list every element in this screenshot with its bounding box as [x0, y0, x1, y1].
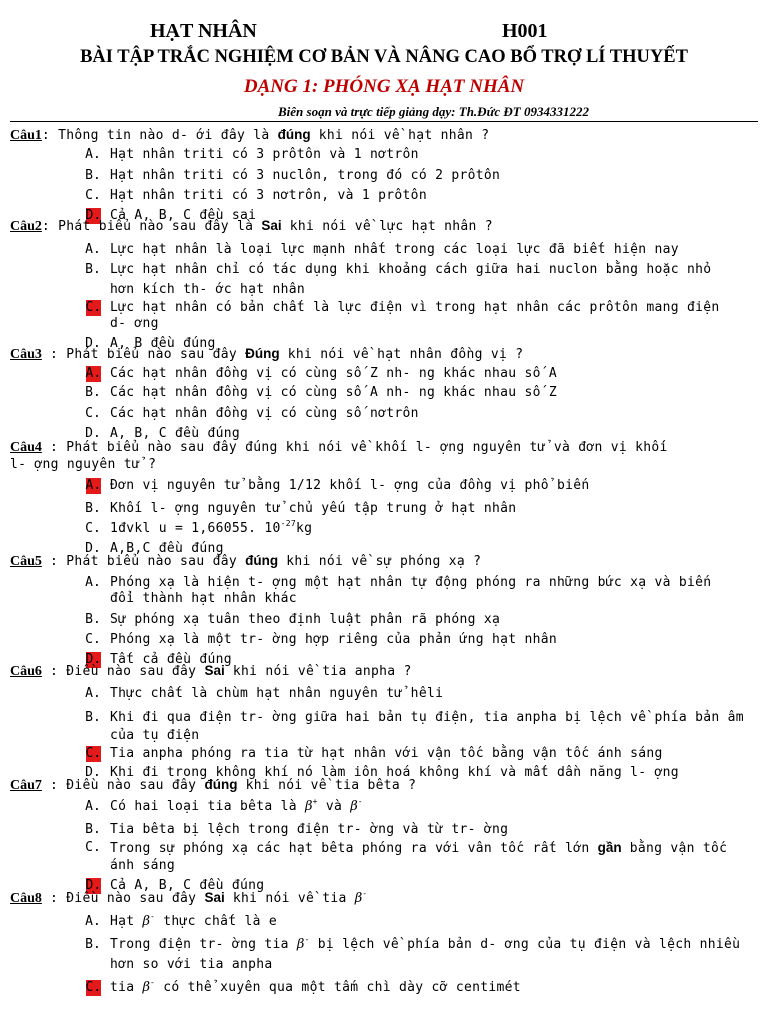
beta-symbol: β — [354, 891, 363, 906]
question-text: khi nói về tia — [224, 891, 355, 906]
answer-option-letter[interactable] — [84, 575, 102, 591]
option-text-part: Hạt — [110, 914, 143, 929]
option-letter: B. — [85, 612, 101, 627]
question-keyword: đúng — [277, 127, 311, 142]
option-text-part: kg — [296, 521, 313, 536]
superscript: - — [150, 912, 156, 921]
option-letter: A. — [85, 147, 101, 162]
question-text: : Phát biểu nào sau đây đúng khi nói về khối l- ợng nguyên tử và đơn vị khối — [41, 440, 668, 455]
answer-option-marked[interactable] — [84, 478, 102, 494]
topic-title: HẠT NHÂN — [150, 20, 257, 42]
answer-option-letter[interactable] — [84, 147, 102, 163]
option-text-part: Trong điện tr- ờng tia — [110, 937, 297, 952]
question-text: : Phát biểu nào sau đây — [41, 347, 246, 362]
superscript: + — [312, 797, 318, 806]
option-text-part: Đơn vị nguyên tử bằng 1/12 khối l- ợng của đồng vị phổ biến — [110, 478, 590, 493]
option-text-part: Lực hạt nhân là loại lực mạnh nhất trong các loại lực đã biết hiện nay — [110, 242, 679, 257]
answer-option-letter[interactable] — [84, 612, 102, 628]
option-text-continued — [110, 957, 273, 973]
option-text-part: Các hạt nhân đồng vị có cùng số Z nh- ng khác nhau số A — [110, 366, 557, 381]
question-number: Câu5 — [10, 554, 42, 569]
question-text: : Điều nào sau đây — [41, 891, 205, 906]
option-text — [110, 980, 521, 996]
option-text-part: Thực chất là chùm hạt nhân nguyên tử hêli — [110, 686, 444, 701]
option-text-continued — [110, 591, 297, 607]
option-letter: D. — [85, 208, 102, 223]
option-text — [110, 262, 711, 278]
question-stem — [10, 440, 668, 456]
question-text: : Phát biểu nào sau đây là — [41, 219, 262, 234]
answer-option-letter[interactable] — [84, 521, 102, 537]
answer-option-letter[interactable] — [84, 188, 102, 204]
option-letter: C. — [85, 406, 101, 421]
option-letter: D. — [85, 426, 101, 441]
question-text: khi nói về sự phóng xạ ? — [278, 554, 482, 569]
option-text-continued — [110, 316, 159, 332]
question-text: l- ợng nguyên tử ? — [10, 457, 157, 472]
option-letter: B. — [85, 501, 101, 516]
question-stem-continued — [10, 457, 156, 473]
question-number: Câu6 — [10, 664, 42, 679]
document-subtitle: BÀI TẬP TRẮC NGHIỆM CƠ BẢN VÀ NÂNG CAO BỔ TRỢ LÍ THUYẾT — [80, 47, 688, 67]
option-text-part: Lực hạt nhân có bản chất là lực điện vì trong hạt nhân các prôtôn mang điện — [110, 300, 720, 315]
answer-option-letter[interactable] — [84, 168, 102, 184]
option-letter: C. — [85, 746, 102, 761]
option-text-part: Các hạt nhân đồng vị có cùng số A nh- ng khác nhau số Z — [110, 385, 557, 400]
option-text — [110, 366, 557, 382]
question-keyword: Sai — [204, 663, 225, 678]
option-text-part: Lực hạt nhân chỉ có tác dụng khi khoảng cách giữa hai nuclon bằng hoặc nhỏ — [110, 262, 712, 277]
superscript: - — [150, 978, 156, 987]
option-text — [110, 612, 500, 628]
option-text-part: hơn so với tia anpha — [110, 957, 273, 972]
beta-symbol: β — [142, 980, 151, 995]
option-letter: C. — [85, 840, 101, 855]
option-text-part: của tụ điện — [110, 728, 200, 743]
question-text: khi nói về tia bêta ? — [237, 778, 417, 793]
question-text: khi nói về hạt nhân đồng vị ? — [279, 347, 524, 362]
question-number: Câu7 — [10, 778, 42, 793]
option-letter: B. — [85, 822, 101, 837]
option-text — [110, 168, 500, 184]
question-keyword: đúng — [204, 777, 238, 792]
option-text-part: ánh sáng — [110, 858, 176, 873]
option-letter: B. — [85, 385, 101, 400]
option-text-part: A, B đều đúng — [110, 336, 216, 351]
option-letter: D. — [85, 541, 101, 556]
question-text: : Điều nào sau đây — [41, 664, 205, 679]
option-text-part: hơn kích th- ớc hạt nhân — [110, 282, 306, 297]
option-text-part: Các hạt nhân đồng vị có cùng số nơtrôn — [110, 406, 419, 421]
option-letter: A. — [85, 686, 101, 701]
answer-option-letter[interactable] — [84, 914, 102, 930]
option-text-part: Khối l- ợng nguyên tử chủ yếu tập trung ở hạt nhân — [110, 501, 517, 516]
answer-option-letter[interactable] — [84, 385, 102, 401]
option-text-part: và — [317, 799, 351, 814]
question-text: khi nói về lực hạt nhân ? — [281, 219, 493, 234]
answer-option-letter[interactable] — [84, 686, 102, 702]
option-letter: A. — [85, 575, 101, 590]
answer-option-letter[interactable] — [84, 406, 102, 422]
option-text — [110, 746, 663, 762]
option-text — [110, 501, 516, 517]
option-text-part: Tia anpha phóng ra tia từ hạt nhân với vận tốc bằng vận tốc ánh sáng — [110, 746, 663, 761]
answer-option-marked[interactable] — [84, 746, 102, 762]
superscript: - — [362, 889, 368, 898]
option-text-continued — [110, 282, 305, 298]
option-letter: D. — [85, 652, 102, 667]
option-text-part: Tất cả đều đúng — [110, 652, 232, 667]
option-text — [110, 521, 312, 537]
question-stem — [10, 127, 489, 144]
author-line: Biên soạn và trực tiếp giảng dạy: Th.Đức ĐT 0934331222 — [278, 104, 589, 119]
option-letter: A. — [85, 914, 101, 929]
question-text: : Phát biểu nào sau đây — [41, 554, 246, 569]
answer-option-letter[interactable] — [84, 262, 102, 278]
beta-symbol: β — [142, 914, 151, 929]
option-text — [110, 822, 508, 838]
option-text — [110, 575, 711, 591]
question-number: Câu1 — [10, 128, 42, 143]
option-text-part: thực chất là e — [155, 914, 278, 929]
superscript: -27 — [280, 519, 297, 528]
question-number: Câu8 — [10, 891, 42, 906]
option-text-part: 1đvkl u = 1,66055. 10 — [110, 521, 281, 536]
question-keyword: Đúng — [245, 346, 280, 361]
document-code: H001 — [502, 20, 548, 42]
answer-option-letter[interactable] — [84, 799, 102, 815]
option-text — [110, 385, 557, 401]
option-letter: D. — [85, 765, 101, 780]
option-text-part: tia — [110, 980, 143, 995]
beta-symbol: β — [296, 937, 305, 952]
question-stem — [10, 553, 481, 570]
option-text-part: Trong sự phóng xạ các hạt bêta phóng ra với vân tốc rất lớn — [110, 841, 598, 856]
option-text-part: Phóng xạ là một tr- ờng hợp riêng của phản ứng hạt nhân — [110, 632, 557, 647]
option-letter: B. — [85, 168, 101, 183]
option-text-part: Cả A, B, C đều đúng — [110, 878, 265, 893]
option-text — [110, 147, 419, 163]
answer-option-letter[interactable] — [84, 937, 102, 953]
question-keyword: Sai — [261, 218, 282, 233]
question-stem — [10, 346, 523, 363]
option-text-part: d- ơng — [110, 316, 159, 331]
option-text — [110, 710, 744, 726]
option-text-part: Khi đi qua điện tr- ờng giữa hai bản tụ điện, tia anpha bị lệch về phía bản âm — [110, 710, 744, 725]
question-stem — [10, 890, 367, 907]
question-number: Câu3 — [10, 347, 42, 362]
answer-option-marked[interactable] — [84, 980, 102, 996]
answer-option-letter[interactable] — [84, 840, 102, 856]
question-text: : Thông tin nào d- ới đây là — [41, 128, 278, 143]
option-text — [110, 300, 720, 316]
option-text — [110, 242, 679, 258]
answer-option-marked[interactable] — [84, 300, 102, 316]
option-letter: B. — [85, 262, 101, 277]
option-text — [110, 914, 277, 930]
option-text-part: Khi đi trong không khí nó làm iôn hoá không khí và mất dần năng l- ợng — [110, 765, 679, 780]
option-text — [110, 632, 557, 648]
option-letter: C. — [85, 521, 101, 536]
superscript: - — [357, 797, 363, 806]
question-text: khi nói về hạt nhân ? — [310, 128, 490, 143]
option-letter: A. — [85, 478, 102, 493]
question-number: Câu4 — [10, 440, 42, 455]
option-letter: A. — [85, 242, 101, 257]
option-text — [110, 188, 427, 204]
option-letter: B. — [85, 937, 101, 952]
answer-option-letter[interactable] — [84, 242, 102, 258]
option-text — [110, 937, 740, 953]
option-text-part: bị lệch về phía bản d- ơng của tụ điện và lệch nhiều — [309, 937, 741, 952]
question-keyword: đúng — [245, 553, 279, 568]
answer-option-letter[interactable] — [84, 501, 102, 517]
option-text-part: Tia bêta bị lệch trong điện tr- ờng và từ tr- ờng — [110, 822, 509, 837]
option-letter: C. — [85, 980, 102, 995]
option-letter: B. — [85, 710, 101, 725]
option-letter: A. — [85, 799, 101, 814]
option-text — [110, 799, 363, 815]
option-text-part: A, B, C đều đúng — [110, 426, 241, 441]
option-text-part: Hạt nhân triti có 3 prôtôn và 1 nơtrôn — [110, 147, 419, 162]
option-text-part: Phóng xạ là hiện t- ợng một hạt nhân tự động phóng ra những bức xạ và biến — [110, 575, 712, 590]
option-text-part: có thể xuyên qua một tấm chì dày cỡ centimét — [155, 980, 521, 995]
option-text-part: bằng vận tốc — [621, 841, 728, 856]
answer-option-letter[interactable] — [84, 710, 102, 726]
answer-option-letter[interactable] — [84, 822, 102, 838]
question-text: khi nói về tia anpha ? — [224, 664, 412, 679]
option-letter: C. — [85, 300, 102, 315]
section-title: DẠNG 1: PHÓNG XẠ HẠT NHÂN — [243, 76, 525, 97]
option-text — [110, 840, 727, 857]
answer-option-marked[interactable] — [84, 366, 102, 382]
option-letter: A. — [85, 366, 102, 381]
option-letter: D. — [85, 336, 101, 351]
beta-plus-symbol: β — [305, 799, 313, 814]
option-text-part: đổi thành hạt nhân khác — [110, 591, 297, 606]
question-stem — [10, 218, 493, 235]
option-text-part: Hạt nhân triti có 3 nơtrôn, và 1 prôtôn — [110, 188, 427, 203]
superscript: - — [304, 935, 310, 944]
question-stem — [10, 663, 412, 680]
option-text-continued — [110, 858, 175, 874]
question-text: : Điều nào sau đây — [41, 778, 205, 793]
option-text-part: Có hai loại tia bêta là — [110, 799, 306, 814]
option-text-continued — [110, 728, 199, 744]
option-text-part: Cả A, B, C đều sai — [110, 208, 257, 223]
option-text — [110, 686, 443, 702]
option-text-part: Hạt nhân triti có 3 nuclôn, trong đó có 2 prôtôn — [110, 168, 501, 183]
option-text — [110, 406, 419, 422]
beta-minus-symbol: β — [350, 799, 358, 814]
question-keyword: Sai — [204, 890, 225, 905]
answer-option-letter[interactable] — [84, 632, 102, 648]
option-letter: C. — [85, 632, 101, 647]
option-keyword: gần — [597, 840, 622, 855]
option-text-part: Sự phóng xạ tuân theo định luật phân rã phóng xạ — [110, 612, 501, 627]
question-stem — [10, 777, 416, 794]
option-text — [110, 478, 589, 494]
option-text-part: A,B,C đều đúng — [110, 541, 224, 556]
option-letter: D. — [85, 878, 102, 893]
option-letter: C. — [85, 188, 101, 203]
question-number: Câu2 — [10, 219, 42, 234]
